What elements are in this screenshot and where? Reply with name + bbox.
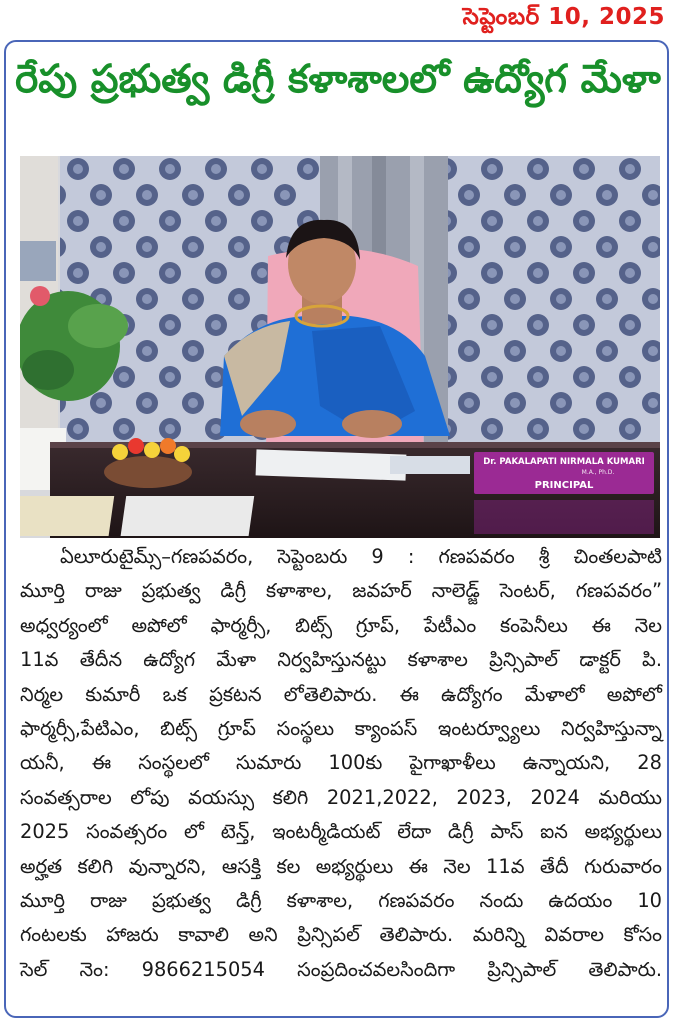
nameplate-name: Dr. PAKALAPATI NIRMALA KUMARI: [483, 457, 645, 467]
article-line: నిర్మల కుమారీ ఒక ప్రకటన లోతెలిపారు. ఈ ఉద్యోగం మేళాలో అపోలో: [20, 682, 662, 706]
article-line: ఏలూరుటైమ్స్–గణపవరం, సెప్టెంబరు 9 : గణపవరం శ్రీ చింతలపాటి: [60, 545, 662, 568]
article-line: మూర్తి రాజు ప్రభుత్వ డిగ్రీ కళాశాల, జవహర్ నాలెడ్జ్ సెంటర్, గణపవరం”: [20, 579, 662, 603]
headline: రేపు ప్రభుత్వ డిగ్రీ కళాశాలలో ఉద్యోగ మేళా: [15, 57, 661, 102]
article-line: 11వ తేదీన ఉద్యోగ మేళా నిర్వహిస్తునట్టు కళాశాల ప్రిన్సిపాల్ డాక్టర్ పి.: [20, 648, 662, 672]
article-line: యనీ, ఈ సంస్థలలో సుమారు 100కు పైగాఖాళీలు ఉన్నాయని, 28: [20, 751, 662, 775]
principal-photo: [20, 156, 660, 538]
article-line: సెల్ నెం: 9866215054 సంప్రదించవలసిందిగా ప్రిన్సిపాల్ తెలిపారు.: [20, 957, 662, 981]
article-line: సంవత్సరాల లోపు వయస్సు కలిగి 2021,2022, 2023, 2024 మరియు: [20, 785, 662, 809]
right-curtain: [448, 156, 660, 446]
publication-date: సెప్టెంబర్ 10, 2025: [462, 4, 665, 30]
article-body: [20, 540, 662, 987]
article-line: అర్హత కలిగి వున్నారని, ఆసక్తి కల అభ్యర్థులు ఈ నెల 11వ తేదీ గురువారం: [20, 854, 662, 878]
nameplate-degree: M.A., Ph.D.: [581, 469, 615, 476]
article-line: గంటలకు హాజరు కావాలి అని ప్రిన్సిపల్ తెలిపారు. మరిన్ని వివరాల కోసం: [20, 923, 662, 947]
nameplate-title: PRINCIPAL: [534, 480, 594, 491]
article-line: మూర్తి రాజు ప్రభుత్వ డిగ్రీ కళాశాల, గణపవరం నందు ఉదయం 10: [20, 889, 662, 913]
article-line: అధ్వర్యంలో అపోలో ఫార్మర్సీ, బిట్స్ గ్రూప్, పేటీఎం కంపెనీలు ఈ నెల: [20, 613, 662, 637]
article-line: ఫార్మర్సీ,పేటిఎం, బిట్స్ గ్రూప్ సంస్థలు క్యాంపస్ ఇంటర్వ్యూలు నిర్వహిస్తున్నా: [20, 717, 662, 741]
article-line: 2025 సంవత్సరం లో టెన్త్, ఇంటర్మీడియట్ లేదా డిగ్రీ పాస్ ఐన అభ్యర్థులు: [20, 820, 662, 844]
